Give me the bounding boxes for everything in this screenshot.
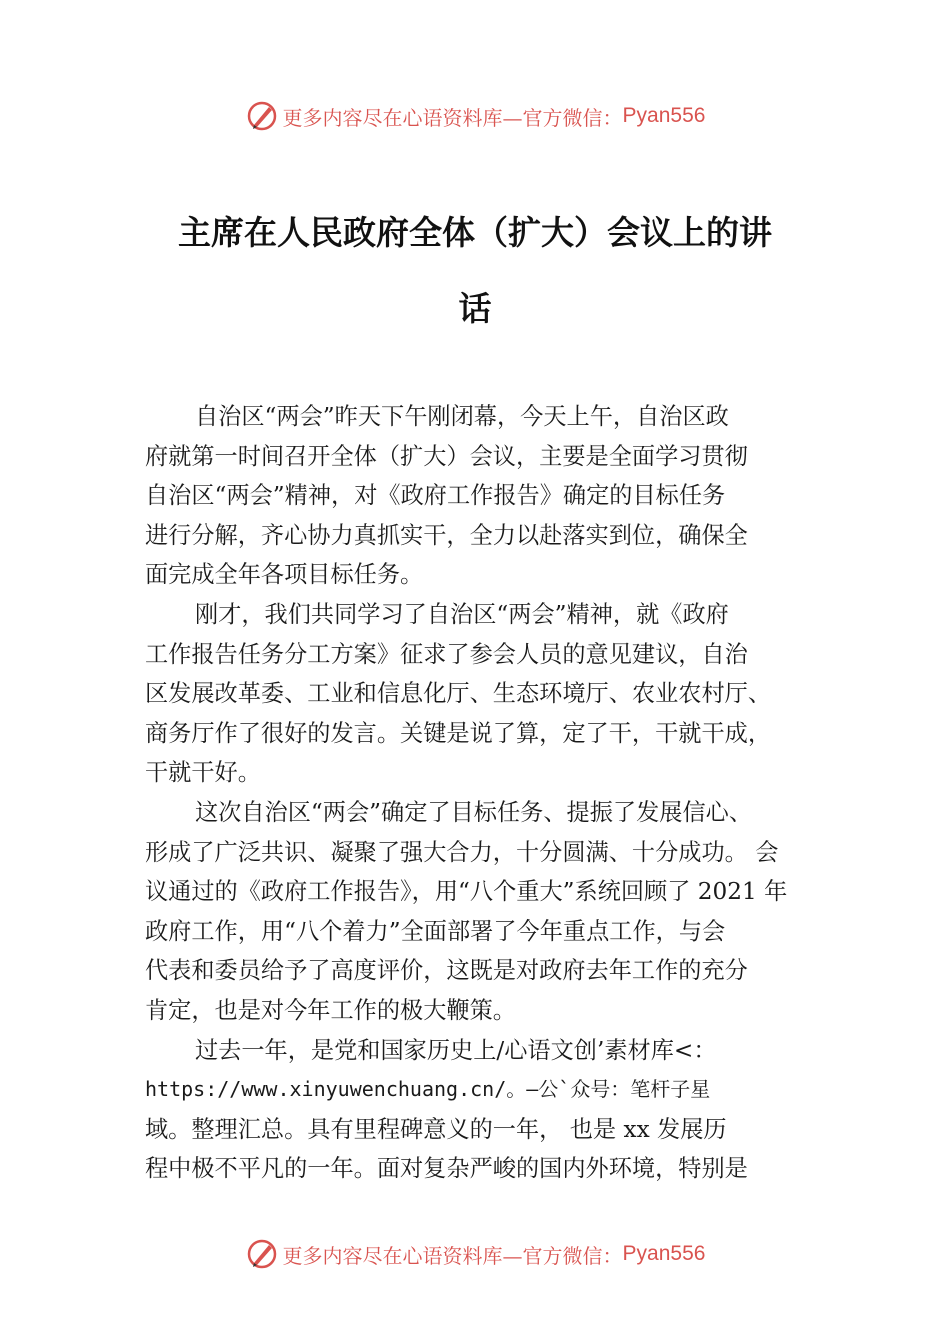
document-body bbox=[145, 397, 810, 1189]
text-line: 区发展改革委、工业和信息化厅、生态环境厅、农业农村厅、 bbox=[145, 680, 772, 708]
text-line: 形成了广泛共识、凝聚了强大合力，十分圆满、十分成功。 会 bbox=[145, 838, 779, 866]
footer-banner bbox=[0, 1234, 950, 1274]
pen-logo-icon bbox=[245, 1237, 279, 1271]
banner-text: 更多内容尽在心语资料库—官方微信： bbox=[282, 105, 623, 130]
text-line: 这次自治区“两会”确定了目标任务、提振了发展信心、 bbox=[195, 798, 753, 826]
text-line: 自治区“两会”昨天下午刚闭幕，今天上午，自治区政 bbox=[195, 403, 729, 430]
text-line: 代表和委员给予了高度评价，这既是对政府去年工作的充分 bbox=[145, 957, 748, 985]
url-line: https://www.xinyuwenchuang.cn/。—公`众号：笔杆子星 bbox=[145, 1077, 711, 1102]
text-line: 商务厅作了很好的发言。关键是说了算，定了干，干就干成， bbox=[145, 719, 772, 747]
text-line: 肯定，也是对今年工作的极大鞭策。 bbox=[145, 996, 516, 1024]
document-title-line-1: 主席在人民政府全体（扩大）会议上的讲 bbox=[178, 213, 772, 252]
header-banner bbox=[0, 96, 950, 136]
text-line: 府就第一时间召开全体（扩大）会议，主要是全面学习贯彻 bbox=[145, 442, 748, 470]
pen-logo-icon bbox=[245, 99, 279, 133]
banner-handle: Pyan556 bbox=[622, 1242, 706, 1265]
text-line: 过去一年，是党和国家历史上/心语文创’素材库<： bbox=[195, 1036, 717, 1064]
text-line: 工作报告任务分工方案》征求了参会人员的意见建议，自治 bbox=[145, 640, 748, 668]
text-line: 干就干好。 bbox=[145, 759, 261, 787]
paragraph-2 bbox=[145, 595, 810, 793]
text-line: 自治区“两会”精神，对《政府工作报告》确定的目标任务 bbox=[145, 482, 726, 510]
text-line: 政府工作，用“八个着力”全面部署了今年重点工作，与会 bbox=[145, 917, 726, 945]
text-line: 域。整理汇总。具有里程碑意义的一年， 也是 xx 发展历 bbox=[145, 1115, 727, 1143]
text-line: 面完成全年各项目标任务。 bbox=[145, 561, 424, 589]
text-line: 进行分解，齐心协力真抓实干，全力以赴落实到位，确保全 bbox=[145, 521, 748, 549]
paragraph-1 bbox=[145, 397, 810, 595]
document-title-line-2: 话 bbox=[458, 289, 492, 328]
banner-handle: Pyan556 bbox=[622, 104, 706, 127]
paragraph-3 bbox=[145, 793, 810, 1031]
paragraph-4 bbox=[145, 1031, 810, 1189]
text-line: 刚才，我们共同学习了自治区“两会”精神，就《政府 bbox=[195, 600, 729, 628]
text-line: 议通过的《政府工作报告》，用“八个重大”系统回顾了 2021 年 bbox=[145, 878, 788, 906]
text-line: 程中极不平凡的一年。面对复杂严峻的国内外环境，特别是 bbox=[145, 1155, 748, 1183]
banner-text: 更多内容尽在心语资料库—官方微信： bbox=[282, 1243, 623, 1268]
